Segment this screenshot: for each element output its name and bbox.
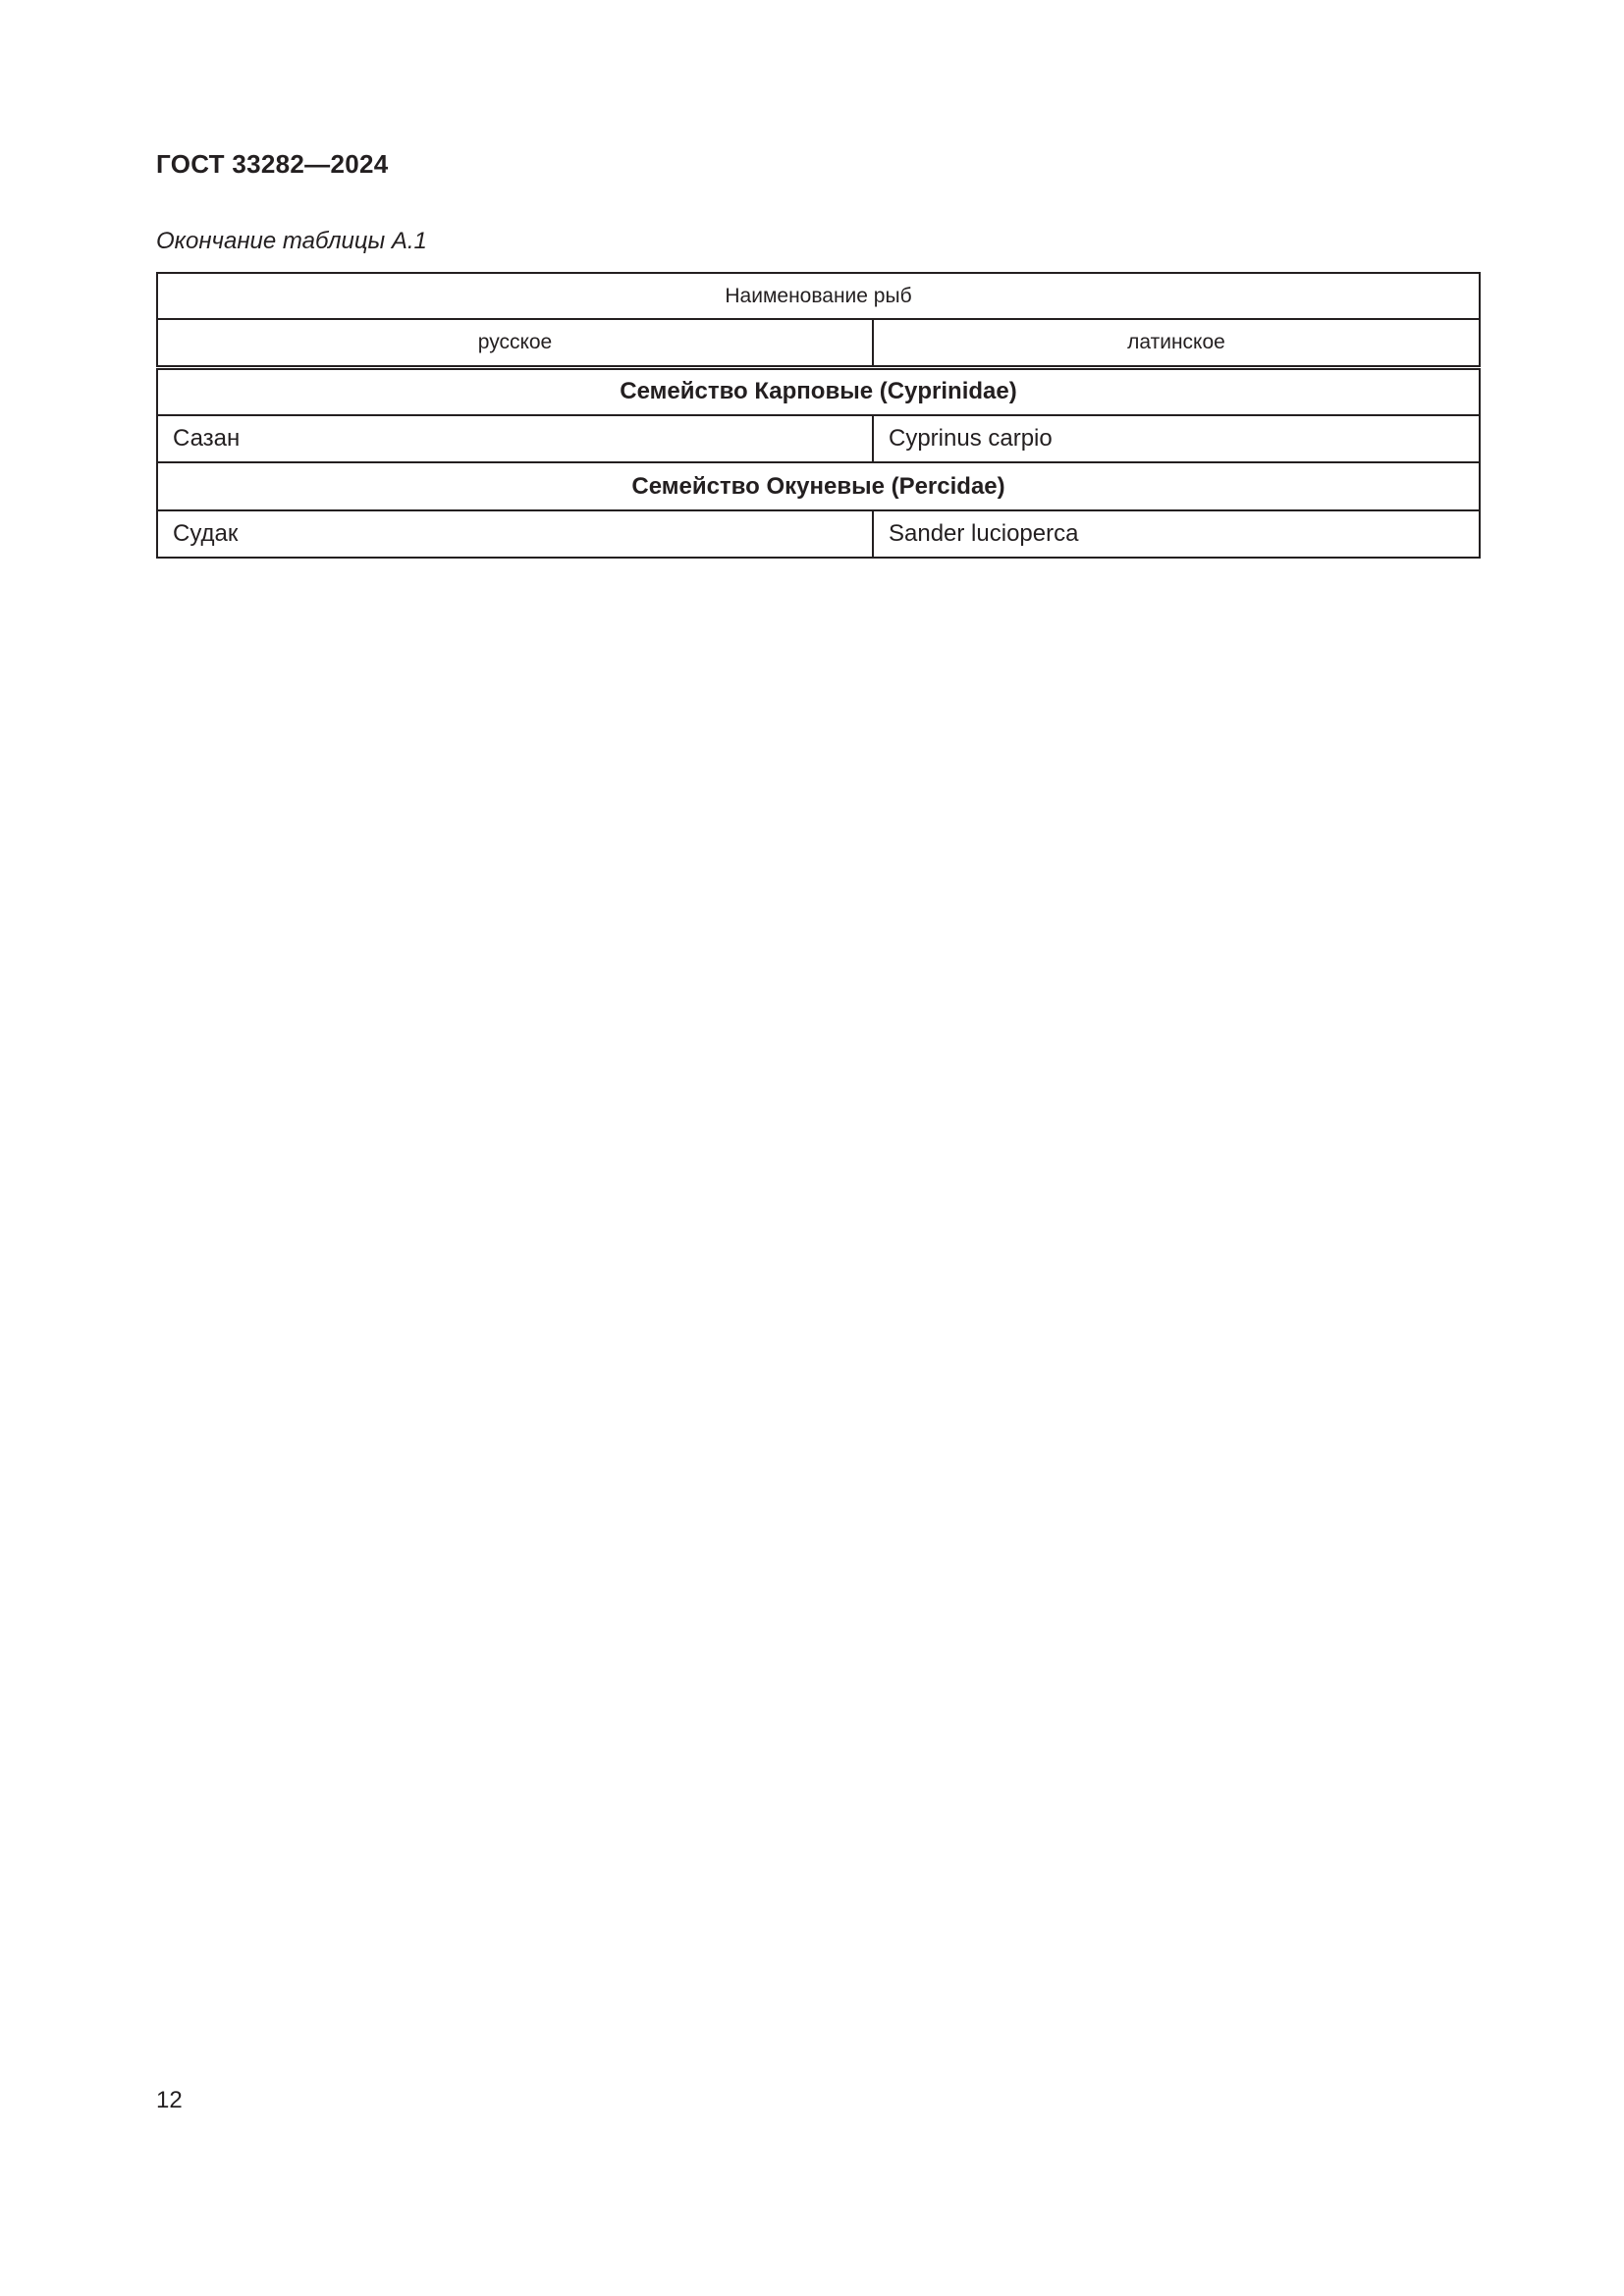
table-subheader-row xyxy=(157,319,1480,367)
russian-name-cell: Сазан xyxy=(157,415,873,462)
family-cyprinidae: Семейство Карповые (Cyprinidae) xyxy=(157,367,1480,415)
latin-name-cell: Sander lucioperca xyxy=(873,510,1480,558)
russian-name-cell: Судак xyxy=(157,510,873,558)
table-row xyxy=(157,415,1480,462)
document-code: ГОСТ 33282—2024 xyxy=(156,149,389,179)
header-latin: латинское xyxy=(873,319,1480,367)
table-header-row xyxy=(157,273,1480,319)
family-percidae: Семейство Окуневые (Percidae) xyxy=(157,462,1480,510)
header-russian: русское xyxy=(157,319,873,367)
latin-name-cell: Cyprinus carpio xyxy=(873,415,1480,462)
table-caption: Окончание таблицы А.1 xyxy=(156,228,427,254)
fish-names-table xyxy=(156,272,1481,559)
page-number: 12 xyxy=(156,2087,183,2113)
family-row xyxy=(157,367,1480,415)
family-row xyxy=(157,462,1480,510)
header-fish-names: Наименование рыб xyxy=(157,273,1480,319)
table-row xyxy=(157,510,1480,558)
